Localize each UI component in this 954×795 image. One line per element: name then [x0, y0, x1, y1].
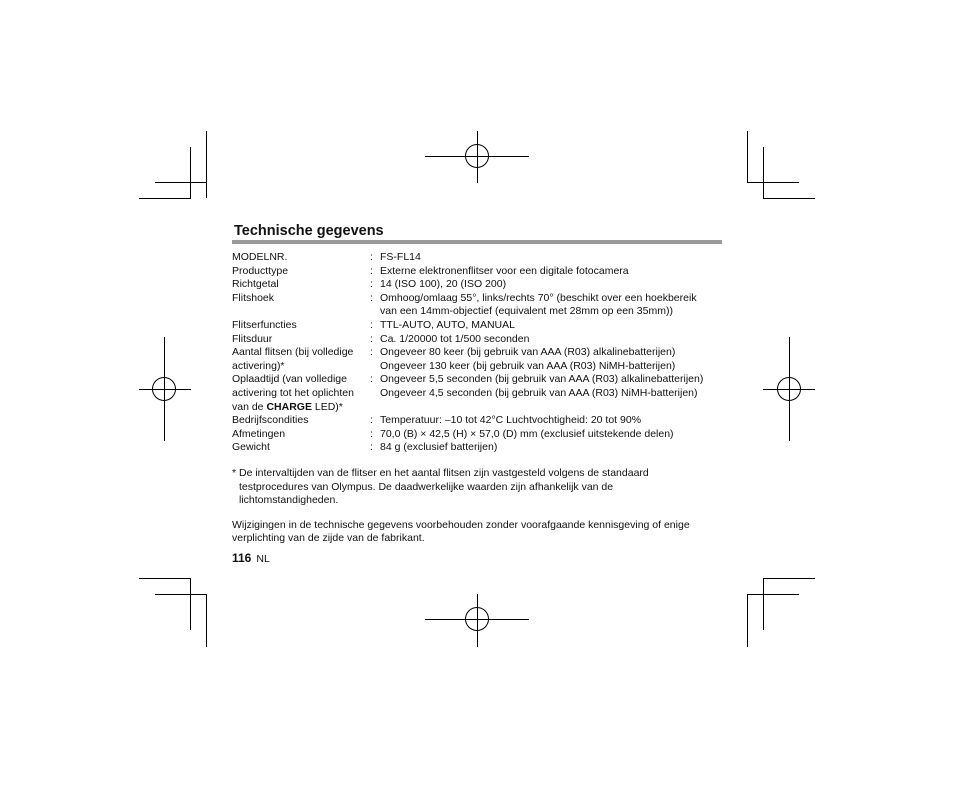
spec-row — [232, 265, 720, 279]
spec-row — [232, 441, 720, 455]
spec-value-line: Ongeveer 4,5 seconden (bij gebruik van AAA (R03) NiMH-batterijen) — [380, 386, 698, 399]
crop-mark — [763, 578, 764, 630]
spec-table — [232, 251, 720, 455]
spec-label-line: activering)* — [232, 359, 285, 372]
spec-label — [232, 414, 370, 428]
crop-mark — [139, 198, 191, 199]
crop-mark — [190, 578, 191, 630]
spec-value-line: van een 14mm-objectief (equivalent met 28mm op een 35mm)) — [380, 305, 673, 318]
footnote — [232, 467, 722, 508]
title-rule — [232, 240, 722, 244]
spec-value — [380, 373, 720, 414]
spec-row — [232, 319, 720, 333]
spec-label-line: Gewicht — [232, 441, 270, 454]
page-number — [232, 551, 270, 565]
note-line: verplichting van de zijde van de fabrikant. — [232, 532, 425, 545]
spec-value — [380, 428, 720, 442]
spec-row — [232, 278, 720, 292]
spec-label-line: Aantal flitsen (bij volledige — [232, 346, 354, 359]
spec-value-line: TTL-AUTO, AUTO, MANUAL — [380, 318, 515, 331]
spec-separator: : — [370, 346, 373, 359]
spec-label-line: Oplaadtijd (van volledige — [232, 373, 347, 386]
spec-label-line: MODELNR. — [232, 251, 288, 263]
spec-label — [232, 292, 370, 319]
spec-label-line: Flitshoek — [232, 291, 275, 304]
spec-value-line: 14 (ISO 100), 20 (ISO 200) — [380, 278, 507, 291]
spec-section — [232, 224, 722, 546]
spec-value-line: Temperatuur: –10 tot 42°C Luchtvochtigheid: 20 tot 90% — [380, 414, 642, 427]
spec-label — [232, 333, 370, 347]
spec-row — [232, 346, 720, 373]
spec-value-line: Ongeveer 80 keer (bij gebruik van AAA (R03) alkalinebatterijen) — [380, 346, 676, 359]
crop-mark — [763, 198, 815, 199]
crop-mark — [747, 594, 748, 647]
spec-row — [232, 292, 720, 319]
section-title: Technische gegevens — [234, 223, 384, 239]
spec-value-line: 70,0 (B) × 42,5 (H) × 57,0 (D) mm (exclusief uitstekende delen) — [380, 427, 674, 440]
spec-value-line: Ca. 1/20000 tot 1/500 seconden — [380, 332, 530, 345]
spec-label — [232, 319, 370, 333]
crop-mark — [190, 147, 191, 199]
spec-separator: : — [370, 278, 373, 291]
spec-value — [380, 278, 720, 292]
spec-separator: : — [370, 427, 373, 440]
spec-value-line: Externe elektronenflitser voor een digitale fotocamera — [380, 264, 629, 277]
spec-row — [232, 414, 720, 428]
spec-separator: : — [370, 414, 373, 427]
spec-label — [232, 373, 370, 414]
charge-led-label: CHARGE — [266, 400, 312, 413]
spec-label-line: Richtgetal — [232, 278, 279, 291]
crop-mark — [763, 578, 815, 579]
footnote-line: * De intervaltijden van de flitser en het aantal flitsen zijn vastgesteld volgens de standaard — [232, 466, 649, 479]
registration-circle-icon — [777, 377, 801, 401]
spec-label-line: Afmetingen — [232, 427, 286, 440]
spec-value — [380, 441, 720, 455]
spec-label — [232, 346, 370, 373]
registration-circle-icon — [152, 377, 176, 401]
spec-value — [380, 292, 720, 319]
spec-separator: : — [370, 441, 373, 454]
note-line: Wijzigingen in de technische gegevens voorbehouden zonder voorafgaande kennisgeving of enige — [232, 518, 690, 531]
spec-label — [232, 428, 370, 442]
spec-value — [380, 319, 720, 333]
footnote-line: lichtomstandigheden. — [239, 494, 339, 507]
footnote-line: testprocedures van Olympus. De daadwerkelijke waarden zijn afhankelijk van de — [239, 480, 614, 493]
spec-label-line: Flitserfuncties — [232, 318, 297, 331]
spec-row — [232, 428, 720, 442]
page-number-value: 116 — [232, 551, 252, 565]
spec-label-line: Bedrijfscondities — [232, 414, 309, 427]
spec-label-line — [232, 401, 370, 415]
spec-label — [232, 278, 370, 292]
crop-mark — [747, 594, 799, 595]
spec-label-fragment: LED)* — [311, 400, 343, 413]
spec-separator: : — [370, 291, 373, 304]
spec-value-line: 84 g (exclusief batterijen) — [380, 441, 498, 454]
spec-label-line: Producttype — [232, 264, 289, 277]
spec-row — [232, 373, 720, 414]
spec-value-line: Ongeveer 5,5 seconden (bij gebruik van AAA (R03) alkalinebatterijen) — [380, 373, 704, 386]
spec-separator: : — [370, 251, 373, 263]
spec-value-line: Ongeveer 130 keer (bij gebruik van AAA (R03) NiMH-batterijen) — [380, 359, 676, 372]
crop-mark — [206, 594, 207, 647]
page-language: NL — [256, 553, 270, 565]
crop-mark — [747, 131, 748, 183]
spec-row — [232, 333, 720, 347]
spec-label — [232, 265, 370, 279]
crop-mark — [155, 594, 207, 595]
spec-separator: : — [370, 318, 373, 331]
spec-value — [380, 333, 720, 347]
crop-mark — [747, 182, 799, 183]
spec-separator: : — [370, 373, 373, 386]
spec-label-fragment: van de — [232, 400, 267, 413]
spec-value-line: FS-FL14 — [380, 251, 421, 263]
spec-row — [232, 251, 720, 265]
disclaimer-note — [232, 519, 722, 546]
registration-circle-icon — [465, 144, 489, 168]
crop-mark — [139, 578, 191, 579]
spec-separator: : — [370, 264, 373, 277]
spec-value-line: Omhoog/omlaag 55°, links/rechts 70° (beschikt over een hoekbereik — [380, 291, 697, 304]
spec-value — [380, 265, 720, 279]
spec-value — [380, 414, 720, 428]
spec-label — [232, 441, 370, 455]
crop-mark — [206, 131, 207, 198]
spec-value — [380, 251, 720, 265]
crop-mark — [763, 147, 764, 199]
crop-mark — [155, 182, 207, 183]
spec-separator: : — [370, 332, 373, 345]
spec-label-line: Flitsduur — [232, 332, 273, 345]
spec-label — [232, 251, 370, 265]
registration-circle-icon — [465, 607, 489, 631]
spec-label-line: activering tot het oplichten — [232, 386, 354, 399]
spec-value — [380, 346, 720, 373]
